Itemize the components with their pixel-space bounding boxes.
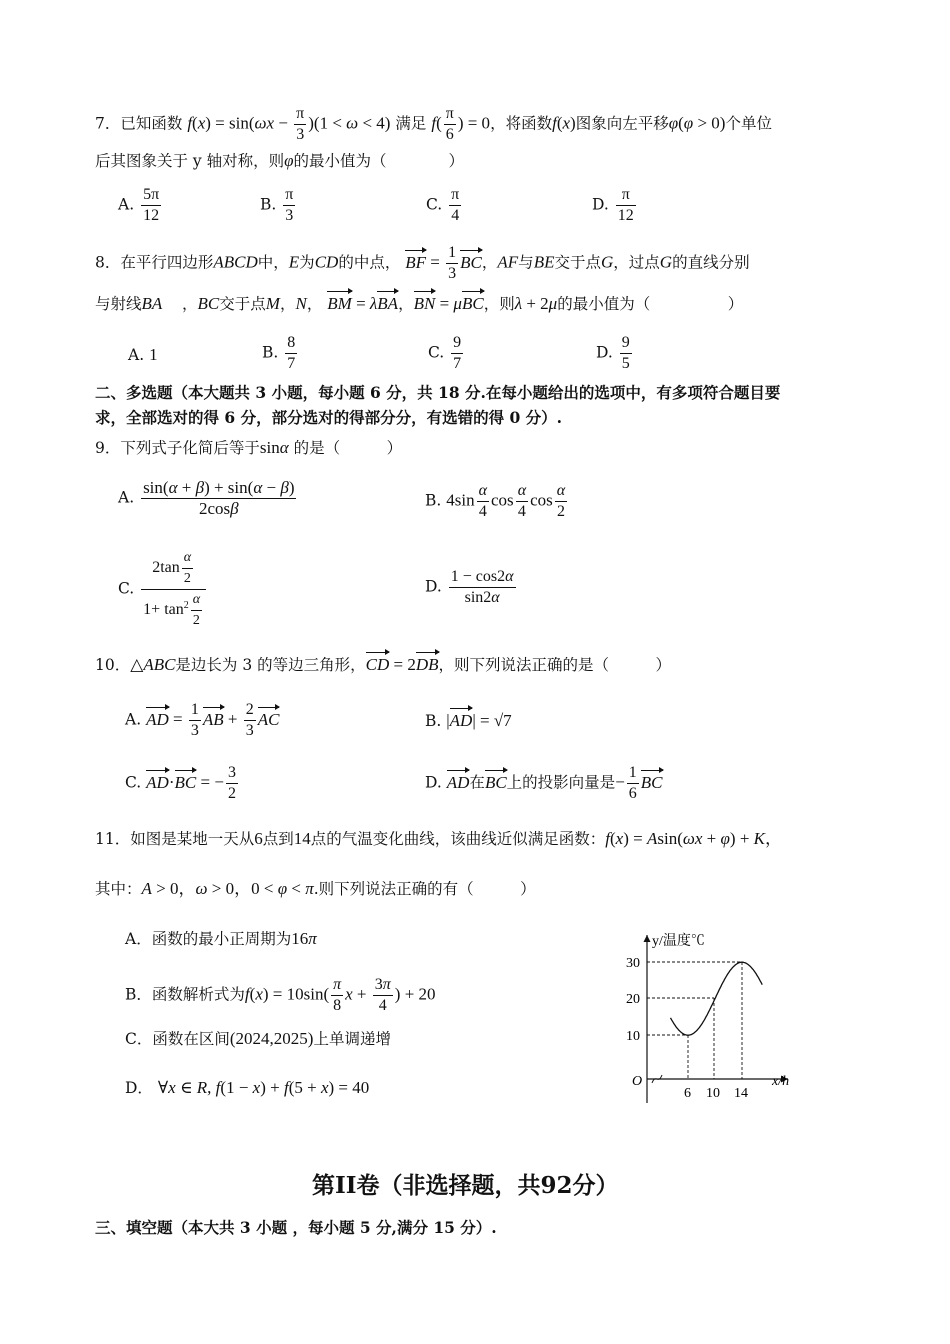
origin-label: O — [632, 1074, 643, 1089]
frac-den: 3 — [285, 207, 294, 224]
q8-option-a — [128, 344, 158, 366]
q10-option-c: C. AD·BC = − $\frac{3}{2}$ — [125, 764, 236, 802]
q11-text: 11．如图是某地一天从 — [95, 830, 255, 848]
q9-text-b: 的是（ ） — [293, 439, 403, 457]
frac-num: π — [283, 185, 295, 206]
frac-num: 9 — [620, 333, 632, 354]
option-label: B. — [262, 343, 279, 362]
q7-text-7: 的最小值为（ ） — [293, 152, 465, 170]
frac-den: 5 — [621, 355, 630, 372]
q11-option-d: D． ∀x ∈ R, f(1 − x) + f(5 + x) = 40 — [125, 1078, 370, 1097]
q7-text-3: ，将函数 — [490, 114, 553, 133]
frac-den: 12 — [143, 207, 160, 224]
q11-text-d: 其中： — [95, 880, 142, 898]
q8-text-o: ， — [398, 295, 414, 313]
frac-den: 7 — [453, 355, 462, 372]
frac-den: 12 — [617, 207, 634, 224]
q8-text-h: ，过点 — [613, 253, 660, 272]
option-label: C. — [428, 343, 445, 362]
q11-stem: 11．如图是某地一天从6点到14点的气温变化曲线，该曲线近似满足函数：f(x) = Asin(ωx + φ) + K， — [95, 829, 783, 848]
q7-formula: f — [187, 113, 193, 133]
x-tick-6: 6 — [684, 1086, 691, 1101]
y-tick-30: 30 — [626, 956, 640, 971]
option-label: B. — [425, 491, 442, 510]
q11-option-c: C．函数在区间(2024,2025)上单调递增 — [125, 1029, 391, 1048]
q9-option-b: B. 4sin $\frac{\alpha}{4}$ cos $\frac{\alpha}{4}$ cos $\frac{\alpha}{2}$ — [425, 482, 566, 520]
q8-text-f: 与 — [518, 253, 534, 272]
q10-option-a: A. AD = $\frac{1}{3}$ AB + $\frac{2}{3}$ AC — [125, 701, 280, 739]
q11-text-e: .则下列说法正确的有（ ） — [313, 880, 536, 898]
q7-option-d — [592, 185, 638, 226]
option-label: C. — [426, 195, 443, 214]
q8-text-n: ， — [306, 295, 323, 313]
q11-text-g: B．函数解析式为 — [125, 985, 245, 1004]
frac-den: 7 — [287, 355, 296, 372]
option-label: A. — [118, 488, 135, 507]
option-label: C. — [118, 579, 135, 598]
q7-line2: 后其图象关于 y 轴对称，则φ的最小值为（ ） — [95, 151, 465, 170]
q9-stem: 9．下列式子化简后等于sinα 的是（ ） — [95, 438, 403, 457]
x-tick-14: 14 — [734, 1086, 748, 1101]
q7-option-b — [260, 185, 297, 226]
q8-text-i: 的直线分别 — [672, 253, 750, 272]
q8-text-g: 交于点 — [554, 253, 601, 272]
q10-option-b: B. |AD| = √7 — [425, 711, 512, 730]
x-tick-10: 10 — [706, 1086, 720, 1101]
option-value: 1 — [149, 345, 158, 364]
option-label: A. — [128, 346, 145, 364]
section2-line1: 二、多选题（本大题共 3 小题，每小题 6 分，共 18 分.在每小题给出的选项中，有多项符合题目要 — [95, 383, 781, 402]
option-label: D. — [596, 343, 613, 362]
q9-option-d: D. $\frac{1 - \cos 2\alpha}{\sin 2\alpha}$ — [425, 568, 514, 606]
q10-stem: 10．△ABC是边长为 3 的等边三角形，CD = 2DB，则下列说法正确的是（ ） — [95, 655, 672, 674]
option-label: A. — [125, 710, 142, 729]
q11-line2: 其中：A > 0，ω > 0，0 < φ < π.则下列说法正确的有（ ） — [95, 879, 536, 898]
q10-text-d: 在 — [469, 773, 485, 792]
section3-line: 三、填空题（本大共 3 小题 ，每小题 5 分,满分 15 分）. — [95, 1218, 497, 1237]
frac-num: 8 — [285, 333, 297, 354]
q8-option-d — [596, 333, 634, 374]
q7-option-c — [426, 185, 463, 226]
q11-option-b: B．函数解析式为f(x) = 10sin( $\frac{\pi}{8}$ x + $\frac{3\pi}{4}$ ) + 20 — [125, 976, 436, 1014]
frac-den: 4 — [451, 207, 460, 224]
y-tick-20: 20 — [626, 992, 640, 1007]
option-label: A. — [118, 195, 135, 214]
q11-option-a: A．函数的最小正周期为16π — [125, 929, 317, 948]
frac-num: 9 — [451, 333, 463, 354]
q7-text-4: 图象向左平移 — [575, 114, 669, 133]
q9-option-c: C. 2tan $\frac{\alpha}{2}$ $1+ \tan^2$ $\frac{\alpha}{2}$ — [118, 548, 208, 631]
q8-text-j: 与射线 — [95, 295, 142, 313]
q8-option-c — [428, 333, 465, 374]
x-axis-label: x/h — [772, 1074, 790, 1089]
q10-text-e: 上的投影向量是 — [506, 773, 616, 792]
q7-text: 7．已知函数 — [95, 114, 183, 133]
y-axis-label: y/温度℃ — [652, 934, 705, 949]
part2-title: 第II卷（非选择题，共92分） — [312, 1172, 619, 1199]
option-label: B. — [260, 195, 277, 214]
q10-text: 10． — [95, 656, 131, 674]
q11-text-b: 点到 — [262, 830, 294, 848]
option-label: B. — [425, 712, 442, 730]
q8-text-m: ， — [279, 295, 296, 313]
q10-text-b: 是边长为 3 的等边三角形， — [175, 656, 366, 674]
section2-line2: 求，全部选对的得 6 分，部分选对的得部分分，有选错的得 0 分）. — [95, 408, 563, 427]
q10-option-d: D. AD在BC上的投影向量是− $\frac{1}{6}$ BC — [425, 764, 663, 802]
q11-text-c: 点的气温变化曲线，该曲线近似满足函数： — [310, 830, 606, 848]
q7-line1: 7．已知函数 f(x) = sin(ωx − $\frac{\pi}{3}$ )(1 < ω < 4) 满足 f( $\frac{\pi}{6}$ ) = 0，将函数f(x)图象向左平移φ(φ > 0)个单位 — [95, 105, 772, 143]
q8-text-d: 的中点， — [338, 253, 401, 272]
q8-line1: 8．在平行四边形ABCD中，E为CD的中点， BF = $\frac{1}{3}$ BC，AF与BE交于点G，过点G的直线分别 — [95, 244, 750, 282]
q8-text-q: 的最小值为（ ） — [557, 295, 744, 313]
q8-text-e: ， — [481, 253, 498, 272]
frac-num: π — [449, 185, 461, 206]
q11-text-i: 上单调递增 — [313, 1030, 391, 1048]
option-label: C. — [125, 773, 142, 792]
q10-text-c: ，则下列说法正确的是（ ） — [438, 656, 672, 674]
option-label: D. — [592, 195, 609, 214]
q8-text-l: 交于点 — [219, 295, 266, 313]
q7-text-5: 个单位 — [725, 114, 772, 133]
guide-lines — [647, 962, 742, 1079]
y-tick-10: 10 — [626, 1029, 640, 1044]
pi-over-3: $\frac{\pi}{3}$ — [296, 105, 305, 143]
q8-text-p: ，则 — [483, 295, 515, 313]
q7-text-6: 后其图象关于 y 轴对称，则 — [95, 152, 285, 170]
temperature-curve — [671, 962, 763, 1035]
option-label: D. — [425, 773, 442, 792]
q8-text-k: ， — [182, 295, 198, 313]
q9-text: 9．下列式子化简后等于 — [95, 439, 260, 457]
q7-text-2: 满足 — [395, 114, 427, 133]
frac-num: 5π — [141, 185, 161, 206]
q8-text-b: 中， — [257, 253, 289, 272]
option-label: D. — [425, 577, 442, 596]
q8-text: 8．在平行四边形 — [95, 253, 214, 272]
q11-text-h: C．函数在区间 — [125, 1030, 230, 1048]
q9-option-a: A. $\frac{\sin(\alpha + \beta) + \sin(\alpha - \beta)}{2\cos\beta}$ — [118, 478, 295, 518]
q8-text-c: 为 — [299, 253, 315, 272]
q8-option-b — [262, 333, 299, 374]
frac-num: π — [616, 185, 636, 206]
q8-line2: 与射线BA ，BC交于点M，N， BM = λBA，BN = μBC，则λ + 2μ的最小值为（ ） — [95, 294, 744, 313]
temperature-graph — [612, 925, 802, 1110]
q11-text-f: A．函数的最小正周期为 — [125, 930, 292, 948]
q7-option-a — [118, 185, 163, 226]
option-label: D． — [125, 1079, 153, 1097]
